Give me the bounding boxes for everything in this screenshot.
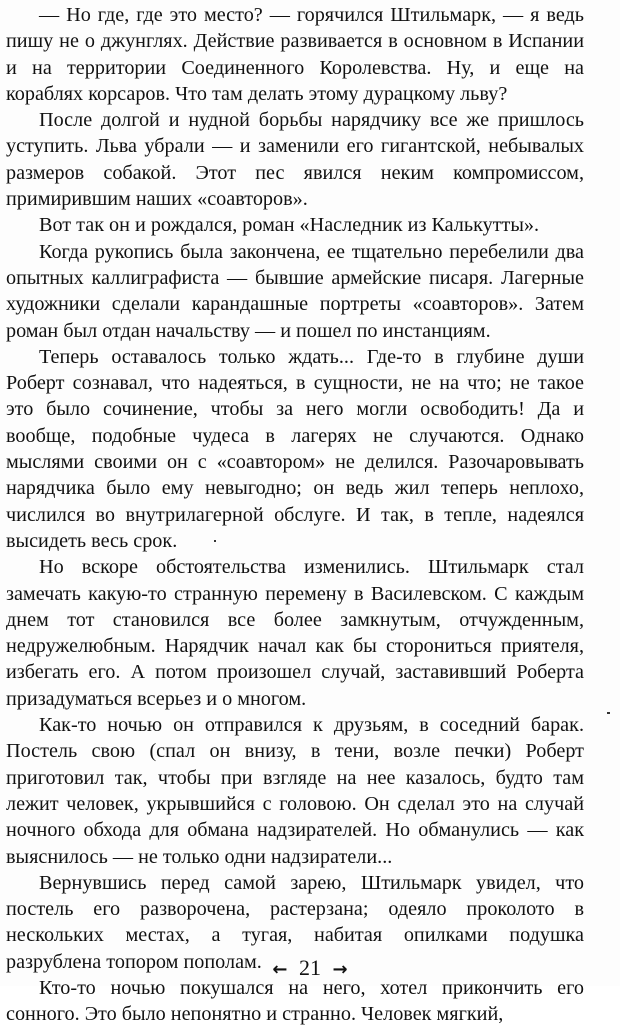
left-arrow-icon: ← — [272, 959, 288, 980]
paragraph: Вернувшись перед самой зарею, Штильмарк увидел, что постель его разворочена, растерзана; одеяло проколото в нескольких местах, а тугая, набитая опилками подушка разрублена топором пополам. — [6, 871, 584, 973]
paragraph: Вот так он и рождался, роман «Наследник из Калькутты». — [39, 214, 540, 237]
paragraph: Теперь оставалось только ждать... Где-то в глубине души Роберт сознавал, что надеяться, в сущности, не на что; не такое это было сочинение, чтобы за него могли освободить! Да и вообще, подобные чудеса в лагерях не случаются. Однако мыслями своими он с «соавтором» не делился. Разочаровывать нарядчика было ему невыгодно; он ведь жил теперь неплохо, числился во внутрилагерной обслуге. И так, в тепле, надеялся высидеть весь срок. — [6, 345, 584, 552]
scan-speck — [607, 712, 610, 714]
paragraph: Но вскоре обстоятельства изменились. Штильмарк стал замечать какую-то странную перемену в Василевском. С каждым днем тот становился все более замкнутым, отчужденным, недружелюбным. Нарядчик начал как бы сторониться приятеля, избегать его. А потом произошел случай, заставивший Роберта призадуматься всерьез и о многом. — [6, 556, 584, 710]
right-arrow-icon: → — [332, 959, 348, 980]
paragraph: Как-то ночью он отправился к друзьям, в соседний барак. Постель свою (спал он внизу, в тени, возле печки) Роберт приготовил так, чтобы при взгляде на нее казалось, будто там лежит человек, укрывшийся с головою. Он сделал это на случай ночного обхода для обмана надзирателей. Но обманулись — как выяснилось — не только одни надзиратели... — [6, 714, 584, 868]
paragraph: После долгой и нудной борьбы нарядчику все же пришлось уступить. Льва убрали — и заменили его гигантской, небывалых размеров собакой. Этот пес явился неким компромиссом, примирившим наших «соавторов». — [6, 109, 584, 211]
page-body-text — [6, 2, 584, 1028]
paragraph: Кто-то ночью покушался на него, хотел прикончить его сонного. Это было непонятно и странно. Человек мягкий, — [6, 976, 584, 1026]
paragraph: — Но где, где это место? — горячился Штильмарк, — я ведь пишу не о джунглях. Действие развивается в основном в Испании и на территории Соединенного Королевства. Ну, и еще на кораблях корсаров. Что там делать этому дурацкому льву? — [6, 4, 584, 105]
scan-speck — [214, 540, 216, 542]
page-footer — [0, 955, 620, 981]
page-number: 21 — [299, 955, 321, 980]
paragraph: Когда рукопись была закончена, ее тщательно перебелили два опытных каллиграфиста — бывшие армейские писаря. Лагерные художники сделали карандашные портреты «соавторов». Затем роман был отдан начальству — и пошел по инстанциям. — [6, 240, 584, 342]
